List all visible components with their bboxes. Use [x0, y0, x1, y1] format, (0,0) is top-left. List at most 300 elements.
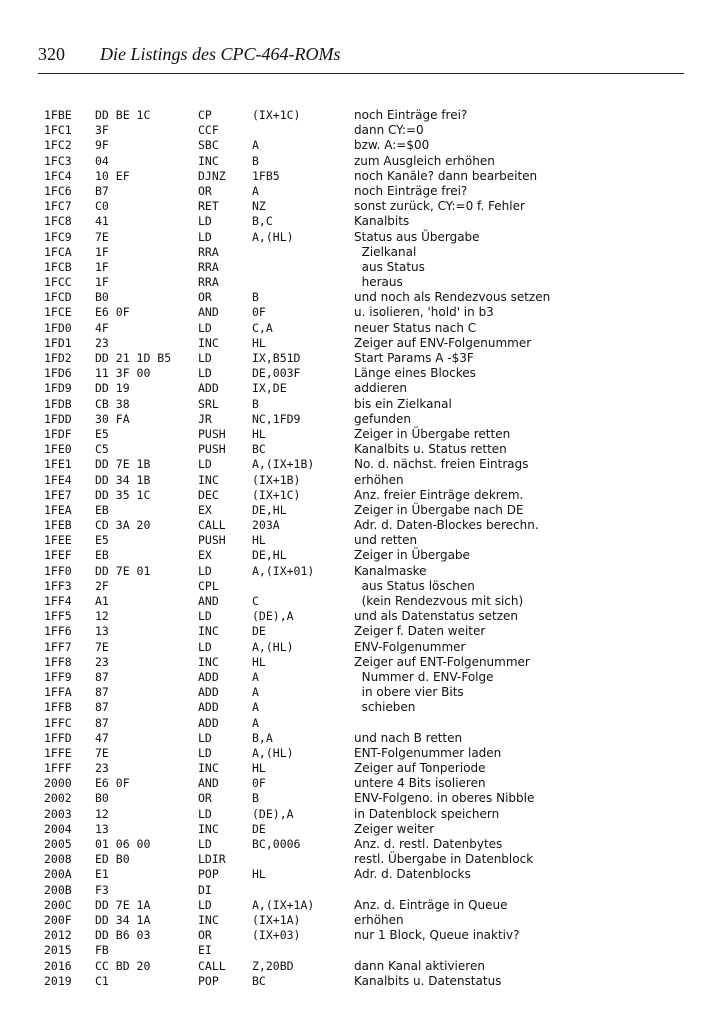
hex-bytes: 7E	[95, 745, 109, 760]
comment: ENV-Folgenummer	[354, 639, 466, 654]
listing-row	[44, 533, 684, 548]
mnemonic: CCF	[198, 123, 219, 138]
operand: C,A	[252, 320, 273, 335]
mnemonic: CPL	[198, 578, 219, 593]
operand: IX,B51D	[252, 351, 301, 365]
operand: BC	[252, 973, 266, 988]
listing-row	[44, 913, 684, 928]
hex-bytes: 10 EF	[95, 168, 130, 183]
mnemonic: ADD	[198, 715, 219, 730]
hex-bytes: B7	[95, 183, 109, 198]
operand: (DE),A	[252, 609, 294, 624]
address: 2012	[44, 928, 72, 943]
address: 1FE1	[44, 457, 72, 472]
hex-bytes: 04	[95, 153, 109, 168]
comment: Adr. d. Datenblocks	[354, 867, 471, 882]
address: 1FF9	[44, 669, 72, 684]
address: 1FFC	[44, 715, 72, 730]
listing-row	[44, 108, 684, 123]
operand: A	[252, 669, 259, 684]
comment: erhöhen	[354, 472, 404, 487]
operand: BC	[252, 442, 266, 457]
address: 2008	[44, 852, 72, 867]
operand: B,A	[252, 730, 273, 745]
operand: A	[252, 715, 259, 730]
address: 1FFD	[44, 730, 72, 745]
operand: (IX+1C)	[252, 487, 301, 502]
hex-bytes: C5	[95, 442, 109, 457]
address: 1FC4	[44, 168, 72, 183]
listing-row	[44, 624, 684, 639]
listing-row	[44, 503, 684, 518]
hex-bytes: DD BE 1C	[95, 108, 151, 122]
mnemonic: LD	[198, 214, 212, 229]
listing-row	[44, 381, 684, 396]
address: 200C	[44, 897, 72, 912]
comment: Zeiger auf Tonperiode	[354, 761, 486, 776]
hex-bytes: 1F	[95, 244, 109, 259]
comment: und nach B retten	[354, 730, 463, 745]
mnemonic: SRL	[198, 396, 219, 411]
mnemonic: INC	[198, 153, 219, 168]
address: 1FD6	[44, 366, 72, 381]
listing-row	[44, 579, 684, 594]
mnemonic: LD	[198, 837, 212, 851]
comment: Zeiger f. Daten weiter	[354, 624, 486, 639]
comment: zum Ausgleich erhöhen	[354, 153, 495, 168]
operand: C	[252, 594, 259, 608]
listing-row	[44, 959, 684, 974]
address: 2004	[44, 821, 72, 836]
operand: DE,003F	[252, 366, 301, 381]
mnemonic: EX	[198, 502, 212, 517]
listing-row	[44, 245, 684, 260]
mnemonic: SBC	[198, 138, 219, 153]
comment: addieren	[354, 381, 407, 396]
operand: A	[252, 700, 259, 715]
hex-bytes: B0	[95, 791, 109, 806]
operand: Z,20BD	[252, 958, 294, 973]
comment: noch Einträge frei?	[354, 183, 468, 198]
address: 1FE4	[44, 472, 72, 487]
address: 1FF5	[44, 609, 72, 624]
address: 1FCE	[44, 305, 72, 320]
mnemonic: LD	[198, 609, 212, 624]
comment: noch Kanäle? dann bearbeiten	[354, 168, 538, 183]
listing-row	[44, 716, 684, 731]
hex-bytes: 23	[95, 335, 109, 350]
operand: (IX+03)	[252, 928, 301, 943]
mnemonic: RET	[198, 199, 219, 214]
address: 1FDB	[44, 396, 72, 411]
mnemonic: INC	[198, 335, 219, 350]
comment: und als Datenstatus setzen	[354, 609, 518, 624]
comment: Adr. d. Daten-Blockes berechn.	[354, 518, 539, 533]
listing-row	[44, 731, 684, 746]
listing-row	[44, 761, 684, 776]
operand: DE	[252, 821, 266, 836]
comment: Kanalbits	[354, 214, 410, 229]
hex-bytes: E6 0F	[95, 305, 130, 320]
comment: in Datenblock speichern	[354, 806, 500, 821]
comment: Nummer d. ENV-Folge	[354, 669, 494, 684]
address: 200B	[44, 882, 72, 897]
listing-row	[44, 366, 684, 381]
hex-bytes: 23	[95, 654, 109, 669]
listing-row	[44, 260, 684, 275]
hex-bytes: F3	[95, 882, 109, 897]
mnemonic: LD	[198, 897, 212, 912]
listing-row	[44, 974, 684, 989]
hex-bytes: E6 0F	[95, 776, 130, 791]
operand: HL	[252, 654, 266, 669]
mnemonic: ADD	[198, 669, 219, 684]
operand: B	[252, 153, 259, 168]
address: 2005	[44, 837, 72, 851]
listing-row	[44, 867, 684, 882]
address: 2000	[44, 776, 72, 791]
comment: Zeiger in Übergabe retten	[354, 426, 511, 441]
hex-bytes: 2F	[95, 578, 109, 593]
listing-row	[44, 442, 684, 457]
address: 1FCB	[44, 259, 72, 274]
comment: (kein Rendezvous mit sich)	[354, 594, 524, 608]
listing-row	[44, 154, 684, 169]
comment: u. isolieren, 'hold' in b3	[354, 305, 494, 320]
operand: B	[252, 791, 259, 806]
mnemonic: PUSH	[198, 533, 226, 548]
address: 1FFE	[44, 745, 72, 760]
comment: erhöhen	[354, 912, 404, 927]
hex-bytes: 87	[95, 685, 109, 700]
comment: Zielkanal	[354, 244, 417, 259]
address: 1FC2	[44, 138, 72, 153]
address: 1FC8	[44, 214, 72, 229]
address: 1FC6	[44, 183, 72, 198]
hex-bytes: FB	[95, 943, 109, 958]
address: 2015	[44, 943, 72, 958]
operand: A,(HL)	[252, 229, 294, 244]
listing-row	[44, 169, 684, 184]
operand: NZ	[252, 199, 266, 214]
hex-bytes: C0	[95, 199, 109, 214]
listing-row	[44, 700, 684, 715]
hex-bytes: 13	[95, 821, 109, 836]
comment: ENV-Folgeno. in oberes Nibble	[354, 791, 535, 806]
mnemonic: CALL	[198, 958, 226, 973]
listing-row	[44, 564, 684, 579]
operand: A	[252, 685, 259, 700]
comment: dann Kanal aktivieren	[354, 958, 485, 973]
address: 200A	[44, 867, 72, 882]
comment: restl. Übergabe in Datenblock	[354, 852, 534, 867]
address: 1FEF	[44, 548, 72, 563]
comment: Start Params A -$3F	[354, 351, 474, 365]
mnemonic: LD	[198, 806, 212, 821]
listing-row	[44, 397, 684, 412]
listing-row	[44, 473, 684, 488]
listing-row	[44, 655, 684, 670]
hex-bytes: DD 19	[95, 381, 130, 396]
mnemonic: POP	[198, 867, 219, 882]
hex-bytes: 23	[95, 761, 109, 776]
address: 1FBE	[44, 108, 72, 122]
hex-bytes: 87	[95, 700, 109, 715]
operand: (IX+1A)	[252, 912, 301, 927]
mnemonic: INC	[198, 761, 219, 776]
address: 1FC3	[44, 153, 72, 168]
listing-row	[44, 184, 684, 199]
listing-row	[44, 852, 684, 867]
mnemonic: POP	[198, 973, 219, 988]
page-title: Die Listings des CPC-464-ROMs	[100, 44, 341, 64]
mnemonic: DI	[198, 882, 212, 897]
operand: HL	[252, 335, 266, 350]
mnemonic: AND	[198, 305, 219, 320]
address: 1FF6	[44, 624, 72, 639]
page-header	[38, 44, 684, 74]
listing-row	[44, 640, 684, 655]
address: 2016	[44, 958, 72, 973]
comment: Status aus Übergabe	[354, 229, 480, 244]
address: 1FFA	[44, 685, 72, 700]
mnemonic: LDIR	[198, 852, 226, 867]
hex-bytes: B0	[95, 290, 109, 305]
hex-bytes: 47	[95, 730, 109, 745]
operand: A,(HL)	[252, 639, 294, 654]
address: 1FEB	[44, 518, 72, 533]
comment: und retten	[354, 533, 418, 548]
hex-bytes: DD 21 1D B5	[95, 351, 172, 365]
operand: BC,0006	[252, 837, 301, 851]
listing-row	[44, 123, 684, 138]
comment: in obere vier Bits	[354, 685, 464, 700]
mnemonic: INC	[198, 654, 219, 669]
hex-bytes: EB	[95, 502, 109, 517]
operand: HL	[252, 533, 266, 548]
hex-bytes: 87	[95, 715, 109, 730]
mnemonic: DEC	[198, 487, 219, 502]
operand: HL	[252, 867, 266, 882]
mnemonic: RRA	[198, 275, 219, 290]
hex-bytes: DD 35 1C	[95, 487, 151, 502]
address: 1FE0	[44, 442, 72, 457]
listing-row	[44, 609, 684, 624]
mnemonic: JR	[198, 411, 212, 426]
header-rule	[38, 73, 684, 74]
comment: Zeiger weiter	[354, 821, 435, 836]
hex-bytes: DD 7E 1A	[95, 897, 151, 912]
hex-bytes: 9F	[95, 138, 109, 153]
comment: Zeiger auf ENV-Folgenummer	[354, 335, 532, 350]
comment: gefunden	[354, 411, 412, 426]
operand: A,(HL)	[252, 745, 294, 760]
address: 1FF7	[44, 639, 72, 654]
comment: heraus	[354, 275, 403, 290]
hex-bytes: 11 3F 00	[95, 366, 151, 381]
comment: noch Einträge frei?	[354, 108, 468, 122]
operand: (IX+1B)	[252, 472, 301, 487]
listing-row	[44, 138, 684, 153]
listing-row	[44, 488, 684, 503]
listing-row	[44, 883, 684, 898]
address: 1FE7	[44, 487, 72, 502]
listing-row	[44, 670, 684, 685]
operand: B	[252, 396, 259, 411]
address: 1FD2	[44, 351, 72, 365]
mnemonic: AND	[198, 594, 219, 608]
operand: A	[252, 138, 259, 153]
address: 1FDD	[44, 411, 72, 426]
mnemonic: PUSH	[198, 426, 226, 441]
hex-bytes: 87	[95, 669, 109, 684]
listing-row	[44, 305, 684, 320]
comment: Länge eines Blockes	[354, 366, 476, 381]
address: 1FCC	[44, 275, 72, 290]
listing-row	[44, 594, 684, 609]
hex-bytes: DD 7E 01	[95, 563, 151, 578]
address: 1FD9	[44, 381, 72, 396]
mnemonic: INC	[198, 821, 219, 836]
listing-row	[44, 230, 684, 245]
hex-bytes: ED B0	[95, 852, 130, 867]
comment: bzw. A:=$00	[354, 138, 430, 153]
hex-bytes: 1F	[95, 275, 109, 290]
address: 1FCD	[44, 290, 72, 305]
listing-row	[44, 943, 684, 958]
comment: und noch als Rendezvous setzen	[354, 290, 551, 305]
hex-bytes: 4F	[95, 320, 109, 335]
hex-bytes: C1	[95, 973, 109, 988]
mnemonic: LD	[198, 730, 212, 745]
hex-bytes: E5	[95, 426, 109, 441]
comment: Kanalbits u. Datenstatus	[354, 973, 502, 988]
operand: HL	[252, 761, 266, 776]
hex-bytes: 7E	[95, 639, 109, 654]
listing-row	[44, 351, 684, 366]
hex-bytes: E5	[95, 533, 109, 548]
operand: 1FB5	[252, 168, 280, 183]
operand: NC,1FD9	[252, 411, 301, 426]
mnemonic: RRA	[198, 244, 219, 259]
mnemonic: LD	[198, 351, 212, 365]
address: 1FF8	[44, 654, 72, 669]
operand: A,(IX+1B)	[252, 457, 315, 472]
hex-bytes: DD 7E 1B	[95, 457, 151, 472]
operand: 0F	[252, 776, 266, 791]
page-number: 320	[38, 44, 65, 64]
operand: DE,HL	[252, 502, 287, 517]
comment: Zeiger in Übergabe	[354, 548, 470, 563]
listing-row	[44, 548, 684, 563]
address: 1FDF	[44, 426, 72, 441]
listing-row	[44, 837, 684, 852]
operand: A	[252, 183, 259, 198]
mnemonic: DJNZ	[198, 168, 226, 183]
hex-bytes: 30 FA	[95, 411, 130, 426]
mnemonic: INC	[198, 472, 219, 487]
operand: (DE),A	[252, 806, 294, 821]
mnemonic: EX	[198, 548, 212, 563]
hex-bytes: DD 34 1B	[95, 472, 151, 487]
operand: HL	[252, 426, 266, 441]
listing-row	[44, 214, 684, 229]
listing-row	[44, 822, 684, 837]
hex-bytes: 1F	[95, 259, 109, 274]
hex-bytes: 13	[95, 624, 109, 639]
listing-row	[44, 199, 684, 214]
operand: 0F	[252, 305, 266, 320]
mnemonic: RRA	[198, 259, 219, 274]
listing-row	[44, 898, 684, 913]
operand: A,(IX+01)	[252, 563, 315, 578]
comment: aus Status löschen	[354, 578, 475, 593]
address: 1FFB	[44, 700, 72, 715]
comment: No. d. nächst. freien Eintrags	[354, 457, 529, 472]
comment: Zeiger auf ENT-Folgenummer	[354, 654, 530, 669]
assembly-listing	[44, 108, 684, 989]
comment: Anz. d. restl. Datenbytes	[354, 837, 503, 851]
operand: B,C	[252, 214, 273, 229]
mnemonic: OR	[198, 290, 212, 305]
listing-row	[44, 427, 684, 442]
hex-bytes: 01 06 00	[95, 837, 151, 851]
hex-bytes: A1	[95, 594, 109, 608]
mnemonic: LD	[198, 229, 212, 244]
listing-row	[44, 807, 684, 822]
listing-row	[44, 776, 684, 791]
address: 1FCA	[44, 244, 72, 259]
mnemonic: LD	[198, 320, 212, 335]
address: 1FC9	[44, 229, 72, 244]
address: 2002	[44, 791, 72, 806]
hex-bytes: CD 3A 20	[95, 518, 151, 533]
mnemonic: AND	[198, 776, 219, 791]
comment: ENT-Folgenummer laden	[354, 745, 502, 760]
hex-bytes: DD 34 1A	[95, 912, 151, 927]
comment: Anz. d. Einträge in Queue	[354, 897, 508, 912]
address: 2019	[44, 973, 72, 988]
listing-row	[44, 275, 684, 290]
hex-bytes: CB 38	[95, 396, 130, 411]
mnemonic: INC	[198, 624, 219, 639]
mnemonic: OR	[198, 928, 212, 943]
listing-row	[44, 290, 684, 305]
comment: sonst zurück, CY:=0 f. Fehler	[354, 199, 525, 214]
mnemonic: OR	[198, 791, 212, 806]
listing-row	[44, 412, 684, 427]
operand: (IX+1C)	[252, 108, 301, 122]
comment: untere 4 Bits isolieren	[354, 776, 486, 791]
comment: neuer Status nach C	[354, 320, 477, 335]
mnemonic: LD	[198, 457, 212, 472]
operand: DE	[252, 624, 266, 639]
operand: B	[252, 290, 259, 305]
listing-row	[44, 685, 684, 700]
hex-bytes: CC BD 20	[95, 958, 151, 973]
hex-bytes: DD B6 03	[95, 928, 151, 943]
operand: A,(IX+1A)	[252, 897, 315, 912]
mnemonic: CP	[198, 108, 212, 122]
mnemonic: INC	[198, 912, 219, 927]
address: 1FF4	[44, 594, 72, 608]
comment: Kanalmaske	[354, 563, 427, 578]
address: 1FFF	[44, 761, 72, 776]
comment: Kanalbits u. Status retten	[354, 442, 507, 457]
mnemonic: PUSH	[198, 442, 226, 457]
address: 2003	[44, 806, 72, 821]
listing-row	[44, 321, 684, 336]
